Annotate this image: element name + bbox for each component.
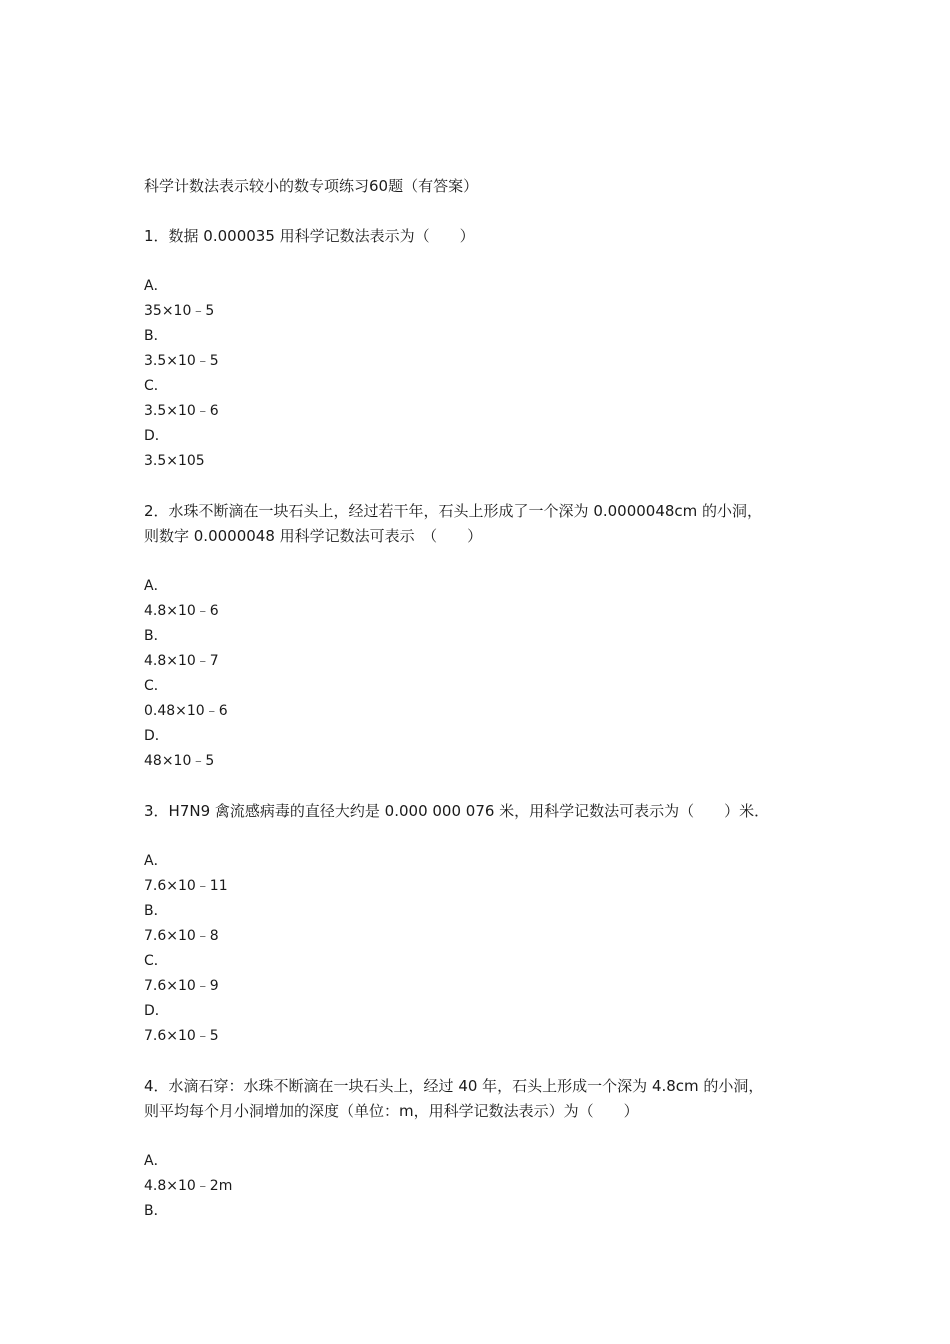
stem-line: 2．水珠不断滴在一块石头上，经过若干年，石头上形成了一个深为 0.0000048cm 的小洞， xyxy=(144,502,763,520)
option-c-label: C． xyxy=(144,953,168,969)
option-d-value: 48×10﹣5 xyxy=(144,753,215,769)
stem-line: 则数字 0.0000048 用科学记数法可表示 （ ） xyxy=(144,527,483,545)
option-a-label: A． xyxy=(144,278,168,294)
option-c-value: 0.48×10﹣6 xyxy=(144,703,228,719)
stem-line: 则平均每个月小洞增加的深度（单位：m，用科学记数法表示）为（ ） xyxy=(144,1102,639,1120)
option-c-value: 7.6×10﹣9 xyxy=(144,978,219,994)
stem-line: 3．H7N9 禽流感病毒的直径大约是 0.000 000 076 米，用科学记数法可表示为（ ）米． xyxy=(144,802,770,820)
document-page xyxy=(144,174,824,1249)
question-stem xyxy=(144,1074,824,1124)
option-b-label: B． xyxy=(144,628,168,644)
question-stem xyxy=(144,799,824,824)
question-4 xyxy=(144,1074,824,1224)
option-b-value: 7.6×10﹣8 xyxy=(144,928,219,944)
question-stem xyxy=(144,224,824,249)
option-d-value: 7.6×10﹣5 xyxy=(144,1028,219,1044)
stem-line: 1．数据 0.000035 用科学记数法表示为（ ） xyxy=(144,227,475,245)
question-stem xyxy=(144,499,824,549)
document-title: 科学计数法表示较小的数专项练习60题（有答案） xyxy=(144,177,479,195)
question-1 xyxy=(144,224,824,474)
option-a-label: A． xyxy=(144,1153,168,1169)
option-b-value: 4.8×10﹣7 xyxy=(144,653,219,669)
option-a-value: 7.6×10﹣11 xyxy=(144,878,228,894)
option-a-value: 4.8×10﹣6 xyxy=(144,603,219,619)
stem-line: 4．水滴石穿：水珠不断滴在一块石头上，经过 40 年，石头上形成一个深为 4.8cm 的小洞， xyxy=(144,1077,764,1095)
option-d-value: 3.5×105 xyxy=(144,453,205,469)
option-a-label: A． xyxy=(144,853,168,869)
question-2 xyxy=(144,499,824,774)
option-c-label: C． xyxy=(144,678,168,694)
option-b-label: B． xyxy=(144,328,168,344)
option-a-label: A． xyxy=(144,578,168,594)
option-a-value: 35×10﹣5 xyxy=(144,303,215,319)
option-b-value: 3.5×10﹣5 xyxy=(144,353,219,369)
option-d-label: D． xyxy=(144,1003,169,1019)
question-3 xyxy=(144,799,824,1049)
option-c-label: C． xyxy=(144,378,168,394)
option-b-label: B． xyxy=(144,1203,168,1219)
option-b-label: B． xyxy=(144,903,168,919)
option-d-label: D． xyxy=(144,728,169,744)
option-c-value: 3.5×10﹣6 xyxy=(144,403,219,419)
option-a-value: 4.8×10﹣2m xyxy=(144,1178,233,1194)
option-d-label: D． xyxy=(144,428,169,444)
